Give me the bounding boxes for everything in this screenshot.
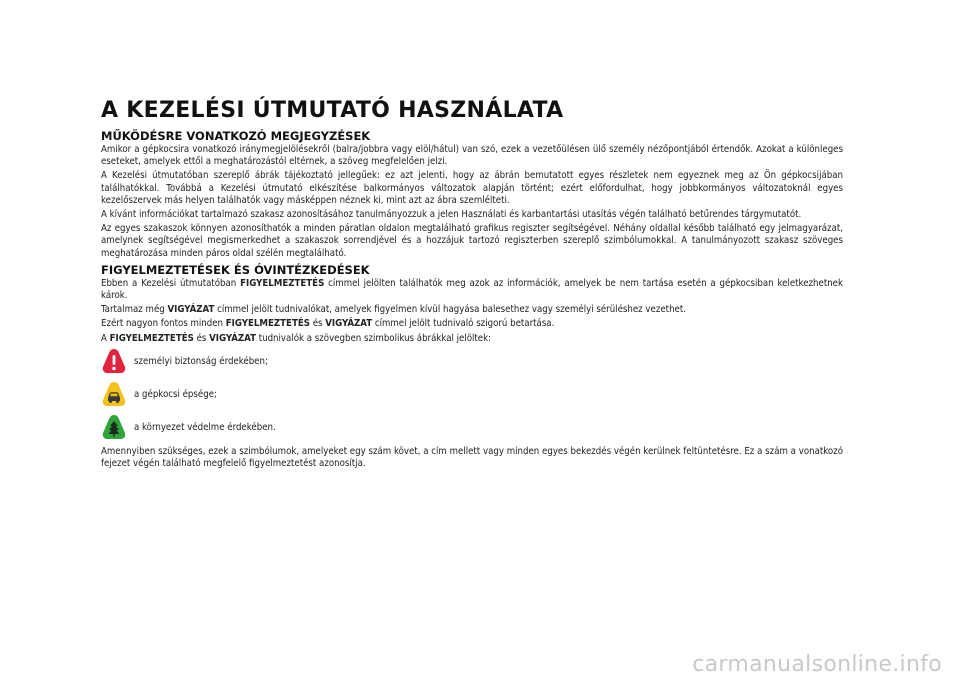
paragraph: A Kezelési útmutatóban szereplő ábrák tájékoztató jellegűek: ez azt jelenti, hogy az ábrán bemutatott egyes részletek nem egyeznek meg az Ön gépkocsijában találhatókkal. Továbbá a Kezelési útmutató elkészítése balkormányos változatok alapján történt; ezért előfordulhat, hogy jobbkormányos változatoknál egyes kezelőszervek más helyen találhatók vagy másképpen néznek ki, mint azt az ábra szemlélteti. [101,170,843,206]
watermark: carmanualsonline.info [692,652,942,677]
paragraph: A FIGYELMEZTETÉS és VIGYÁZAT tudnivalók a szövegben szimbolikus ábrákkal jelöltek: [101,332,492,344]
paragraph: Amikor a gépkocsira vonatkozó iránymegjelölésekről (balra/jobbra vagy elöl/hátul) van szó, ezek a vezetőülésen ülő személy nézőpontjából értendők. Azokat a különleges eseteket, amelyek ettől a meghatározástól eltérnek, a szöveg megfelelően jelzi. [101,144,843,168]
paragraph: Ezért nagyon fontos minden FIGYELMEZTETÉS és VIGYÁZAT címmel jelölt tudnivaló szigorú betartása. [101,318,555,330]
symbol-row-personal-safety [101,345,843,378]
symbol-description: személyi biztonság érdekében; [134,355,268,367]
environment-warning-icon [101,414,127,440]
symbol-row-vehicle-safety [101,378,843,411]
symbol-description: a gépkocsi épsége; [134,388,217,400]
paragraph: Ebben a Kezelési útmutatóban FIGYELMEZTETÉS címmel jelölten találhatók meg azok az információk, amelyek be nem tartása esetén a gépkocsiban keletkezhetnek károk. [101,277,843,302]
personal-safety-warning-icon [101,348,127,374]
keyword-caution: VIGYÁZAT [167,304,215,316]
keyword-warning: FIGYELMEZTETÉS [240,277,325,289]
keyword-caution: VIGYÁZAT [325,318,373,330]
symbol-row-environment [101,411,843,444]
paragraph: Amennyiben szükséges, ezek a szimbólumok, amelyeket egy szám követ, a cím mellett vagy minden egyes bekezdés végén kerülnek feltüntetésre. Ez a szám a vonatkozó fejezet végén található megfelelő figyelmeztetést azonosítja. [101,445,843,470]
vehicle-safety-warning-icon [101,381,127,407]
keyword-warning: FIGYELMEZTETÉS [109,332,194,344]
manual-page [101,98,843,470]
section-heading-operation-notes: MŰKÖDÉSRE VONATKOZÓ MEGJEGYZÉSEK [101,129,371,143]
section-heading-warnings: FIGYELMEZTETÉSEK ÉS ÓVINTÉZKEDÉSEK [101,262,370,277]
paragraph: Tartalmaz még VIGYÁZAT címmel jelölt tudnivalókat, amelyek figyelmen kívül hagyása balesethez vagy személyi sérüléshez vezethet. [101,304,686,316]
keyword-warning: FIGYELMEZTETÉS [225,318,310,330]
keyword-caution: VIGYÁZAT [209,332,256,344]
page-title: A KEZELÉSI ÚTMUTATÓ HASZNÁLATA [101,98,564,123]
symbol-description: a környezet védelme érdekében. [134,421,276,433]
paragraph: A kívánt információkat tartalmazó szakasz azonosításához tanulmányozzuk a jelen Használati és karbantartási utasítás végén található betűrendes tárgymutatót. [101,209,802,221]
paragraph: Az egyes szakaszok könnyen azonosíthatók a minden páratlan oldalon megtalálható grafikus regiszter segítségével. Néhány oldallal később található egy jelmagyarázat, amelynek segítségével megismerkedhet a szakaszok sorrendjével és a hozzájuk tartozó regiszterben szereplő szimbólumokkal. A tanulmányozott szakasz szöveges meghatározása minden páros oldal szélén megtalálható. [101,223,843,259]
